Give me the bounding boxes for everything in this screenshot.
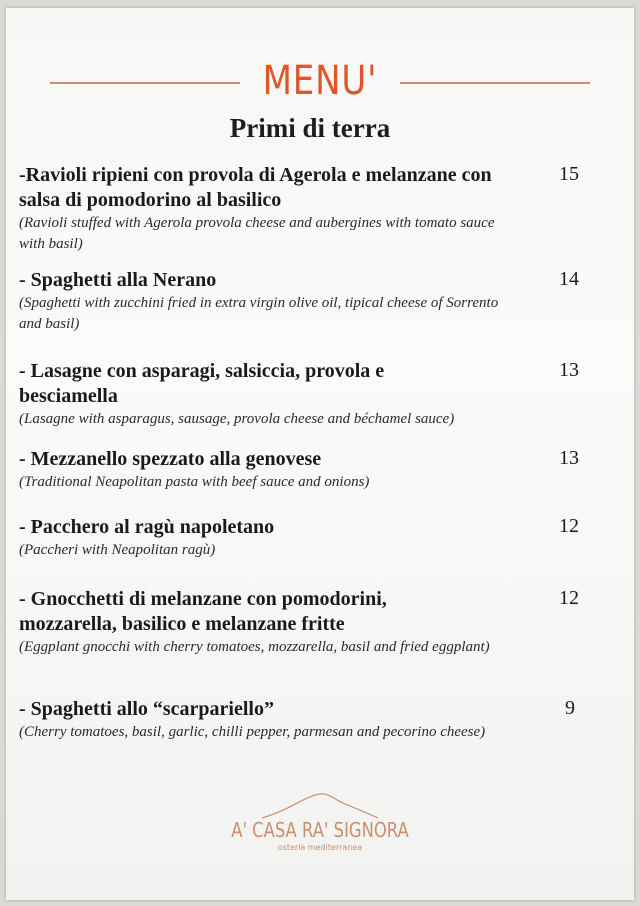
menu-item bbox=[19, 587, 619, 658]
section-title: Primi di terra bbox=[229, 113, 391, 143]
item-name: -Ravioli ripieni con provola di Agerola e melanzane con salsa di pomodorino al basilico bbox=[19, 164, 492, 211]
menu-item bbox=[19, 447, 619, 493]
menu-item bbox=[19, 163, 619, 255]
menu-item bbox=[19, 697, 619, 743]
item-price: 12 bbox=[559, 587, 579, 609]
item-description: (Cherry tomatoes, basil, garlic, chilli pepper, parmesan and pecorino cheese) bbox=[19, 724, 486, 740]
item-description: (Lasagne with asparagus, sausage, provola cheese and béchamel sauce) bbox=[19, 411, 455, 427]
item-description: (Paccheri with Neapolitan ragù) bbox=[19, 542, 216, 558]
menu-item bbox=[19, 268, 619, 335]
item-name: - Spaghetti allo “scarpariello” bbox=[19, 698, 274, 720]
item-description: (Spaghetti with zucchini fried in extra virgin olive oil, tipical cheese of Sorrento and basil) bbox=[19, 295, 499, 332]
item-name: - Spaghetti alla Nerano bbox=[19, 269, 217, 291]
item-price: 13 bbox=[559, 447, 579, 469]
menu-item bbox=[19, 359, 619, 430]
item-description: (Traditional Neapolitan pasta with beef sauce and onions) bbox=[19, 474, 370, 490]
item-price: 15 bbox=[559, 163, 579, 185]
item-description: (Eggplant gnocchi with cherry tomatoes, mozzarella, basil and fried eggplant) bbox=[19, 639, 490, 655]
item-name: - Lasagne con asparagi, salsiccia, provola e besciamella bbox=[19, 360, 385, 407]
item-price: 13 bbox=[559, 359, 579, 381]
menu-title: MENU' bbox=[262, 58, 378, 104]
menu-item bbox=[19, 515, 619, 561]
restaurant-logo bbox=[200, 790, 440, 852]
item-price: 12 bbox=[559, 515, 579, 537]
item-description: (Ravioli stuffed with Agerola provola cheese and aubergines with tomato sauce with basil) bbox=[19, 215, 495, 252]
logo-tagline: osteria mediterranea bbox=[277, 843, 363, 852]
item-price: 14 bbox=[559, 268, 579, 290]
item-price: 9 bbox=[565, 697, 575, 719]
mountain-icon bbox=[260, 790, 380, 820]
logo-name: A' CASA RA' SIGNORA bbox=[231, 818, 409, 842]
item-name: - Gnocchetti di melanzane con pomodorini, mozzarella, basilico e melanzane fritte bbox=[19, 588, 387, 635]
item-name: - Pacchero al ragù napoletano bbox=[19, 516, 275, 538]
item-name: - Mezzanello spezzato alla genovese bbox=[19, 448, 322, 470]
